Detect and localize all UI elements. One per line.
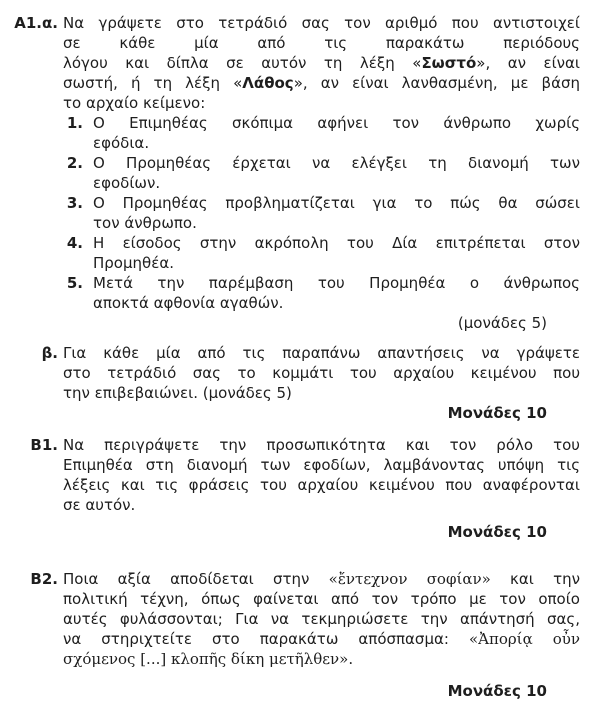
- section-label-a1a: Α1.α.: [14, 14, 58, 32]
- a1b-instructions: Για κάθε μία από τις παραπάνω απαντήσεις να γράψετε στο τετράδιό σας το κομμάτι του αρχαίου κειμένου που την επιβεβαιώνει. (μονάδες 5): [63, 344, 580, 402]
- statement-number: 5.: [66, 274, 83, 292]
- section-a1b: [0, 343, 580, 403]
- statement-text: Ο Προμηθέας προβληματίζεται για το πώς θα σώσει τον άνθρωπο.: [93, 194, 580, 232]
- statement-text: Ο Επιμηθέας σκόπιμα αφήνει τον άνθρωπο χωρίς εφόδια.: [93, 114, 580, 152]
- statement-text: Μετά την παρέμβαση του Προμηθέα ο άνθρωπος αποκτά αφθονία αγαθών.: [93, 274, 580, 312]
- a1a-points: (μονάδες 5): [457, 314, 547, 332]
- statement-item-1: [63, 113, 580, 153]
- b2-total-points: Μονάδες 10: [447, 682, 547, 700]
- statement-text: Ο Προμηθέας έρχεται να ελέγξει τη διανομή των εφοδίων.: [93, 154, 580, 192]
- statement-item-5: [63, 273, 580, 313]
- statement-number: 1.: [66, 114, 83, 132]
- b1-question: Να περιγράψετε την προσωπικότητα και τον ρόλο του Επιμηθέα στη διανομή των εφοδίων, λαμβάνοντας υπόψη τις λέξεις και τις φράσεις του αρχαίου κειμένου που αναφέρονται σε αυτόν.: [63, 436, 580, 514]
- a1a-instructions: Να γράψετε στο τετράδιό σας τον αριθμό που αντιστοιχεί σε κάθε μία από τις παρακάτω περιόδους λόγου και δίπλα σε αυτόν τη λέξη «Σωστό», αν είναι σωστή, ή τη λέξη «Λάθος», αν είναι λανθασμένη, με βάση το αρχαίο κείμενο:: [63, 14, 581, 112]
- section-label-b2: Β2.: [30, 570, 58, 588]
- section-b1: [0, 435, 580, 515]
- b2-question: Ποια αξία αποδίδεται στην «ἔντεχνον σοφίαν» και την πολιτική τέχνη, όπως φαίνεται από τον τρόπο με τον οποίο αυτές φυλάσσονται; Για να τεκμηριώσετε την απάντησή σας, να στηριχτείτε στο παρακάτω απόσπασμα: «Ἀπορίᾳ οὖν σχόμενος [...] κλοπῆς δίκη μετῆλθεν».: [63, 570, 580, 668]
- section-label-b1: Β1.: [30, 436, 58, 454]
- statement-item-4: [63, 233, 580, 273]
- statement-number: 4.: [66, 234, 83, 252]
- statement-number: 2.: [66, 154, 83, 172]
- statement-number: 3.: [66, 194, 83, 212]
- a1-total-points: Μονάδες 10: [447, 404, 547, 422]
- section-b2: [0, 569, 580, 669]
- statement-text: Η είσοδος στην ακρόπολη του Δία επιτρέπεται στον Προμηθέα.: [93, 234, 580, 272]
- b1-total-points: Μονάδες 10: [447, 523, 547, 541]
- section-label-a1b: β.: [41, 344, 58, 362]
- statements-list: [63, 113, 580, 313]
- statement-item-2: [63, 153, 580, 193]
- section-a1a: [0, 13, 580, 333]
- statement-item-3: [63, 193, 580, 233]
